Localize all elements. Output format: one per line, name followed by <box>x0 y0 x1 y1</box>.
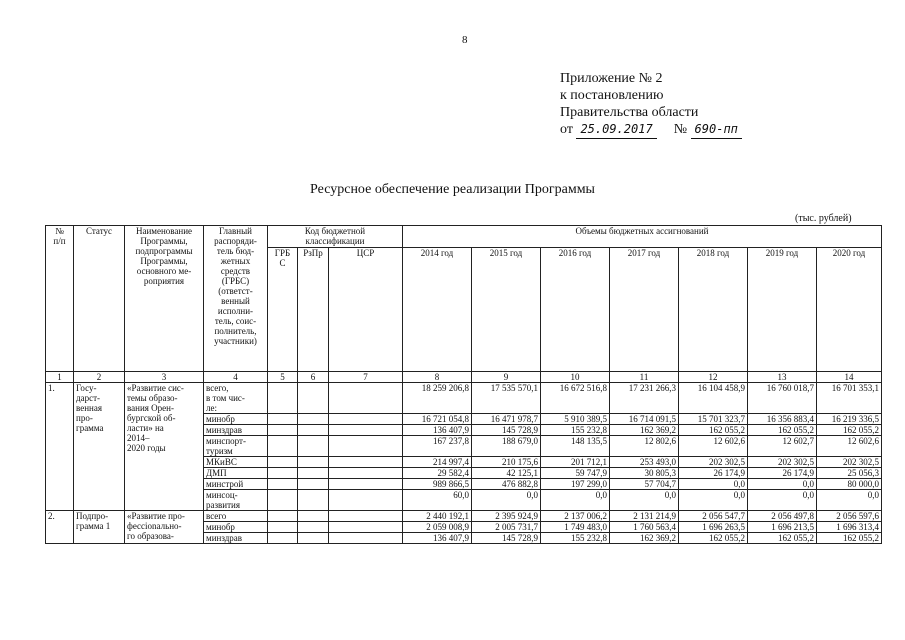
value-cell: 5 910 389,5 <box>541 414 610 425</box>
appendix-line-2: к постановлению <box>560 88 664 103</box>
subprogram-name: «Развитие про- фессionально- го образова- <box>125 511 204 544</box>
value-cell: 201 712,1 <box>541 457 610 468</box>
page-number: 8 <box>462 34 468 46</box>
header-year: 2019 год <box>748 248 817 372</box>
value-cell: 17 231 266,3 <box>610 383 679 414</box>
value-cell: 202 302,5 <box>679 457 748 468</box>
value-cell: 80 000,0 <box>817 479 882 490</box>
column-number-row <box>46 372 882 383</box>
value-cell: 136 407,9 <box>403 425 472 436</box>
value-cell: 12 602,6 <box>679 436 748 457</box>
value-cell: 162 055,2 <box>748 425 817 436</box>
value-cell: 167 237,8 <box>403 436 472 457</box>
value-cell: 2 005 731,7 <box>472 522 541 533</box>
grbs-cell: МКиВС <box>204 457 268 468</box>
resolution-date: 25.09.2017 <box>576 121 656 139</box>
value-cell: 42 125,1 <box>472 468 541 479</box>
value-cell: 162 055,2 <box>679 425 748 436</box>
header-year: 2015 год <box>472 248 541 372</box>
column-number: 8 <box>403 372 472 383</box>
document-title: Ресурсное обеспечение реализации Программы <box>310 182 595 197</box>
value-cell: 17 535 570,1 <box>472 383 541 414</box>
value-cell: 155 232,8 <box>541 425 610 436</box>
header-year: 2018 год <box>679 248 748 372</box>
value-cell: 16 721 054,8 <box>403 414 472 425</box>
value-cell: 136 407,9 <box>403 533 472 544</box>
value-cell: 18 259 206,8 <box>403 383 472 414</box>
value-cell: 0,0 <box>748 479 817 490</box>
value-cell: 1 696 263,5 <box>679 522 748 533</box>
grbs-cell: минздрав <box>204 533 268 544</box>
value-cell: 253 493,0 <box>610 457 679 468</box>
value-cell: 145 728,9 <box>472 533 541 544</box>
value-cell: 60,0 <box>403 490 472 511</box>
value-cell: 2 056 497,8 <box>748 511 817 522</box>
program-name: «Развитие сис- темы образо- вания Орен- бургской об- ласти» на 2014– 2020 годы <box>125 383 204 511</box>
value-cell: 2 059 008,9 <box>403 522 472 533</box>
header-year: 2016 год <box>541 248 610 372</box>
column-number: 6 <box>298 372 329 383</box>
resource-table <box>45 225 882 544</box>
value-cell: 26 174,9 <box>748 468 817 479</box>
value-cell: 25 056,3 <box>817 468 882 479</box>
program-status: Госу- дарст- венная про- грамма <box>74 383 125 511</box>
from-label: от <box>560 122 573 137</box>
value-cell: 155 232,8 <box>541 533 610 544</box>
value-cell: 12 602,7 <box>748 436 817 457</box>
value-cell: 210 175,6 <box>472 457 541 468</box>
value-cell: 1 696 213,5 <box>748 522 817 533</box>
header-status: Статус <box>74 226 125 372</box>
header-grbs-code: ГРБ С <box>268 248 298 372</box>
program-num: 1. <box>46 383 74 511</box>
value-cell: 0,0 <box>679 479 748 490</box>
header-volumes-group: Объемы бюджетных ассигнований <box>403 226 882 248</box>
value-cell: 202 302,5 <box>817 457 882 468</box>
appendix-block <box>560 70 742 139</box>
grbs-cell: минспорт- туризм <box>204 436 268 457</box>
value-cell: 59 747,9 <box>541 468 610 479</box>
value-cell: 202 302,5 <box>748 457 817 468</box>
value-cell: 2 440 192,1 <box>403 511 472 522</box>
value-cell: 0,0 <box>679 490 748 511</box>
subprogram-status: Подпро- грамма 1 <box>74 511 125 544</box>
resolution-number: 690-пп <box>691 121 742 139</box>
appendix-line-4 <box>560 121 742 139</box>
value-cell: 148 135,5 <box>541 436 610 457</box>
value-cell: 1 749 483,0 <box>541 522 610 533</box>
column-number: 7 <box>329 372 403 383</box>
column-number: 11 <box>610 372 679 383</box>
value-cell: 162 369,2 <box>610 425 679 436</box>
value-cell: 26 174,9 <box>679 468 748 479</box>
column-number: 12 <box>679 372 748 383</box>
value-cell: 2 056 547,7 <box>679 511 748 522</box>
column-number: 10 <box>541 372 610 383</box>
value-cell: 1 760 563,4 <box>610 522 679 533</box>
value-cell: 16 219 336,5 <box>817 414 882 425</box>
value-cell: 30 805,3 <box>610 468 679 479</box>
header-year: 2020 год <box>817 248 882 372</box>
value-cell: 197 299,0 <box>541 479 610 490</box>
value-cell: 2 131 214,9 <box>610 511 679 522</box>
header-name: Наименование Программы, подпрограммы Программы, основного ме- роприятия <box>125 226 204 372</box>
column-number: 13 <box>748 372 817 383</box>
value-cell: 162 055,2 <box>679 533 748 544</box>
table-row <box>46 511 882 522</box>
header-csr: ЦСР <box>329 248 403 372</box>
value-cell: 57 704,7 <box>610 479 679 490</box>
grbs-cell: минздрав <box>204 425 268 436</box>
value-cell: 2 395 924,9 <box>472 511 541 522</box>
grbs-cell: минсоц- развития <box>204 490 268 511</box>
value-cell: 2 056 597,6 <box>817 511 882 522</box>
value-cell: 16 701 353,1 <box>817 383 882 414</box>
header-code-group: Код бюджетной классификации <box>268 226 403 248</box>
header-rzpr: РзПр <box>298 248 329 372</box>
grbs-cell: минстрой <box>204 479 268 490</box>
value-cell: 16 672 516,8 <box>541 383 610 414</box>
grbs-cell: ДМП <box>204 468 268 479</box>
value-cell: 0,0 <box>748 490 817 511</box>
value-cell: 162 369,2 <box>610 533 679 544</box>
number-label: № <box>673 122 688 137</box>
value-cell: 145 728,9 <box>472 425 541 436</box>
value-cell: 214 997,4 <box>403 457 472 468</box>
column-number: 4 <box>204 372 268 383</box>
value-cell: 0,0 <box>817 490 882 511</box>
value-cell: 476 882,8 <box>472 479 541 490</box>
value-cell: 15 701 323,7 <box>679 414 748 425</box>
value-cell: 12 802,6 <box>610 436 679 457</box>
value-cell: 0,0 <box>610 490 679 511</box>
column-number: 1 <box>46 372 74 383</box>
header-year: 2017 год <box>610 248 679 372</box>
column-number: 9 <box>472 372 541 383</box>
value-cell: 0,0 <box>472 490 541 511</box>
header-year: 2014 год <box>403 248 472 372</box>
value-cell: 12 602,6 <box>817 436 882 457</box>
grbs-cell: всего, в том чис- ле: <box>204 383 268 414</box>
value-cell: 188 679,0 <box>472 436 541 457</box>
appendix-line-1: Приложение № 2 <box>560 71 663 86</box>
value-cell: 162 055,2 <box>817 533 882 544</box>
value-cell: 989 866,5 <box>403 479 472 490</box>
grbs-cell: минобр <box>204 414 268 425</box>
column-number: 5 <box>268 372 298 383</box>
value-cell: 16 714 091,5 <box>610 414 679 425</box>
value-cell: 162 055,2 <box>817 425 882 436</box>
value-cell: 1 696 313,4 <box>817 522 882 533</box>
column-number: 14 <box>817 372 882 383</box>
value-cell: 16 104 458,9 <box>679 383 748 414</box>
column-number: 3 <box>125 372 204 383</box>
value-cell: 29 582,4 <box>403 468 472 479</box>
column-number: 2 <box>74 372 125 383</box>
grbs-cell: минобр <box>204 522 268 533</box>
units-label: (тыс. рублей) <box>795 213 852 224</box>
header-grbs: Главный распоряди- тель бюд- жетных средств (ГРБС) (ответст- венный исполни- тель, соис- полнитель, участники) <box>204 226 268 372</box>
table-row <box>46 383 882 414</box>
header-num: № п/п <box>46 226 74 372</box>
value-cell: 162 055,2 <box>748 533 817 544</box>
appendix-line-3: Правительства области <box>560 105 699 120</box>
grbs-cell: всего <box>204 511 268 522</box>
value-cell: 0,0 <box>541 490 610 511</box>
value-cell: 16 356 883,4 <box>748 414 817 425</box>
value-cell: 16 760 018,7 <box>748 383 817 414</box>
value-cell: 16 471 978,7 <box>472 414 541 425</box>
value-cell: 2 137 006,2 <box>541 511 610 522</box>
subprogram-num: 2. <box>46 511 74 544</box>
